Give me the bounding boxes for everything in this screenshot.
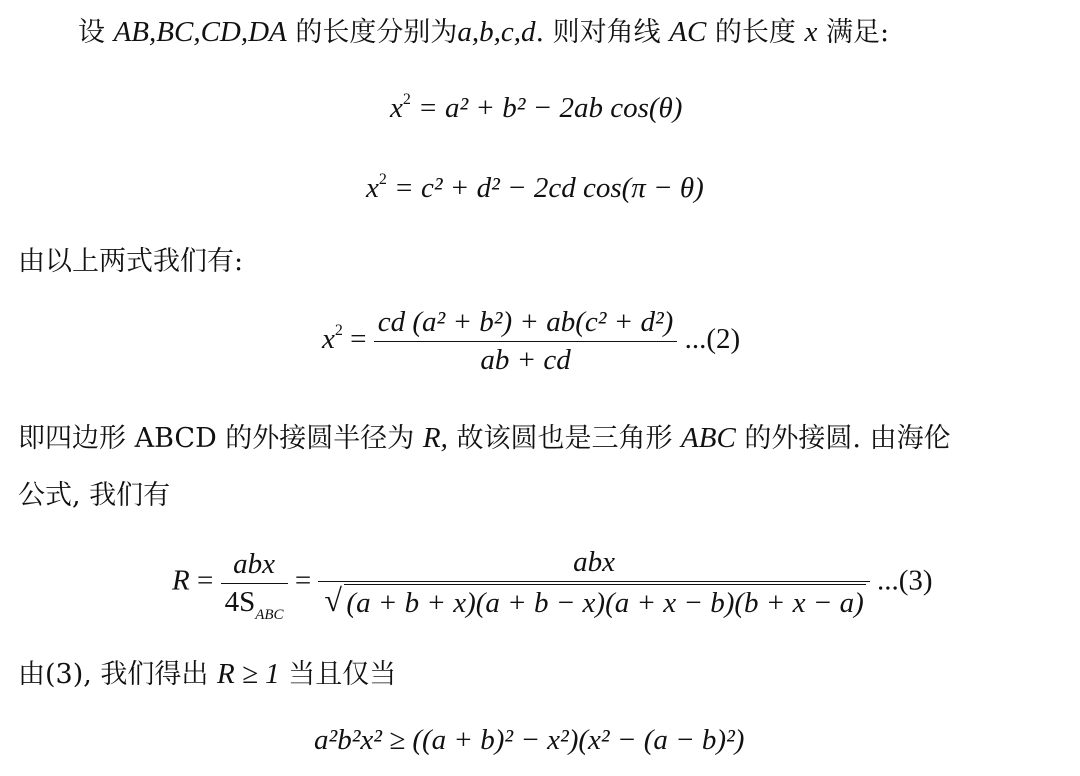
heron-sentence [18,478,170,514]
text-fragment: 当且仅当 [279,659,397,690]
text-fragment: . 则对角线 [535,17,670,48]
side-names: AB,BC,CD,DA [113,16,287,48]
equation-2: $x^2$ = $\frac{\text{cd (a² + b²) + ab(c² + d²)}}{ab + cd}$ ...(2) [322,306,741,376]
diagonal-name: AC [669,16,707,48]
fraction-numerator: abx [318,546,869,582]
inequality: a²b²x² ≥ ((a + b)² − x²)(x² − (a − b)²) [314,724,745,756]
eq-lhs: x [366,172,379,204]
circumcircle-sentence [18,420,951,457]
equation-law-of-cosines-1: $x^2 = a^2 + b^2 - 2ab$ cos(θ) [390,91,683,124]
text-fragment: 故该圆也是三角形 [447,423,682,454]
text-fragment: 设 [78,17,114,48]
eq-lhs: x [390,92,403,124]
condition-sentence [18,656,396,693]
fraction-denominator: 4S [224,585,256,618]
fraction [318,546,869,620]
text-fragment: 即四边形 ABCD 的外接圆半径为 [18,423,423,454]
eq-lhs: x [322,323,335,356]
diagonal-variable: x [804,16,818,48]
condition: R ≥ 1 [217,658,280,690]
text-fragment: 满足: [817,17,890,48]
text-fragment: 的长度 [706,17,805,48]
text-fragment: 公式, 我们有 [18,480,171,511]
intro-sentence [78,14,889,51]
equation-3: R = $\frac{\text{abx}}{4S_{ABC}}$ = abx √ (a + b + x)(a + b − x)(a + x − b)(b + x − a) ...(3) [172,546,933,623]
radius-symbol: R, [422,422,448,454]
triangle-name: ABC [681,422,736,454]
equation-inequality [314,724,744,757]
equation-tag: ...(3) [876,564,933,597]
text-fragment: 由(3), 我们得出 [18,659,217,690]
fraction [221,547,288,623]
text-fragment: 的外接圆. 由海伦 [735,423,951,454]
text-fragment: 由以上两式我们有: [18,246,244,277]
text-fragment: 的长度分别为 [286,17,458,48]
radicand: (a + b + x)(a + b − x)(a + x − b)(b + x − a) [344,584,865,620]
square-root [322,584,865,620]
fraction [374,306,678,377]
subscript: ABC [255,606,284,623]
side-lengths: a,b,c,d [457,16,536,48]
derivation-sentence [18,244,243,280]
fraction-numerator: cd (a² + b²) + ab(c² + d²) [374,306,678,342]
fraction-denominator: ab + cd [480,344,571,376]
eq-rhs: = a² + b² − 2ab cos(θ) [418,92,683,124]
equation-tag: ...(2) [684,323,741,356]
radical-sign: √ [324,582,342,618]
eq-rhs: = c² + d² − 2cd cos(π − θ) [394,172,704,204]
fraction-numerator: abx [221,548,288,584]
eq-lhs: R [172,564,190,597]
equation-law-of-cosines-2: $x^2 = c^2 + d^2 - 2cd$ cos(π − θ) [366,171,704,204]
